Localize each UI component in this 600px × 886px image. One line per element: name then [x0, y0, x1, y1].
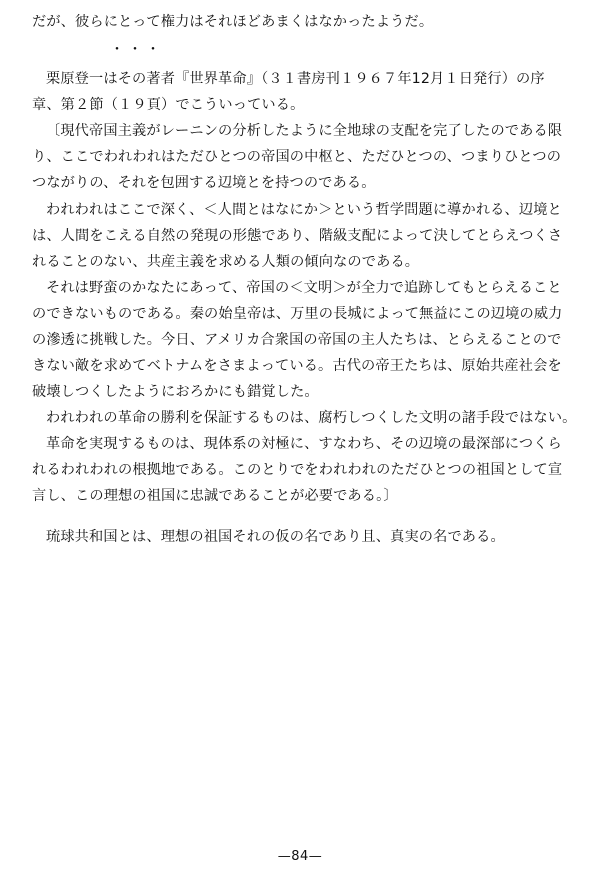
text-line-3: 章、第２節（１９頁）でこういっている。 [32, 97, 305, 113]
text-line-13: きない敵を求めてベトナムをさまよっている。古代の帝王たちは、原始共産社会を [32, 358, 562, 374]
text-line-7: われわれはここで深く、＜人間とはなにか＞という哲学問題に導かれる、辺境と [46, 202, 562, 218]
text-line-6: つながりの、それを包囲する辺境とを持つのである。 [32, 175, 376, 191]
ellipsis-marks: ・・・ [110, 42, 164, 58]
text-line-12: の滲透に挑戦した。今日、アメリカ合衆国の帝国の主人たちは、とらえることので [32, 332, 562, 348]
text-line-17: れるわれわれの根拠地である。このとりでをわれわれのただひとつの祖国として宣 [32, 462, 563, 478]
text-line-19: 琉球共和国とは、理想の祖国それの仮の名であり且、真実の名である。 [46, 529, 505, 545]
text-line-16: 革命を実現するものは、現体系の対極に、すなわち、その辺境の最深部につくら [46, 436, 562, 452]
text-line-5: り、ここでわれわれはただひとつの帝国の中枢と、ただひとつの、つまりひとつの [32, 149, 562, 165]
text-line-18: 言し、この理想の祖国に忠誠であることが必要である。〕 [32, 488, 398, 504]
text-line-4: 〔現代帝国主義がレーニンの分析したように全地球の支配を完了したのである限 [46, 123, 563, 139]
text-line-10: それは野蛮のかなたにあって、帝国の＜文明＞が全力で追跡してもとらえること [46, 280, 562, 296]
text-line-8: は、人間をこえる自然の発現の形態であり、階級支配によって決してとらえつくさ [32, 228, 563, 244]
text-line-2: 栗原登一はその著者『世界革命』（３１書房刊１９６７年12月１日発行）の序 [46, 71, 545, 87]
text-line-11: のできないものである。秦の始皇帝は、万里の長城によって無益にこの辺境の威力 [32, 306, 563, 322]
text-line-14: 破壊しつくしたようにおろかにも錯覚した。 [32, 384, 319, 400]
text-line-1: だが、彼らにとって権力はそれほどあまくはなかったようだ。 [32, 14, 434, 30]
page-number: —84— [277, 849, 323, 864]
text-line-9: れることのない、共産主義を求める人類の傾向なのである。 [32, 254, 420, 270]
text-line-15: われわれの革命の勝利を保証するものは、腐朽しつくした文明の諸手段ではない。 [46, 410, 577, 426]
